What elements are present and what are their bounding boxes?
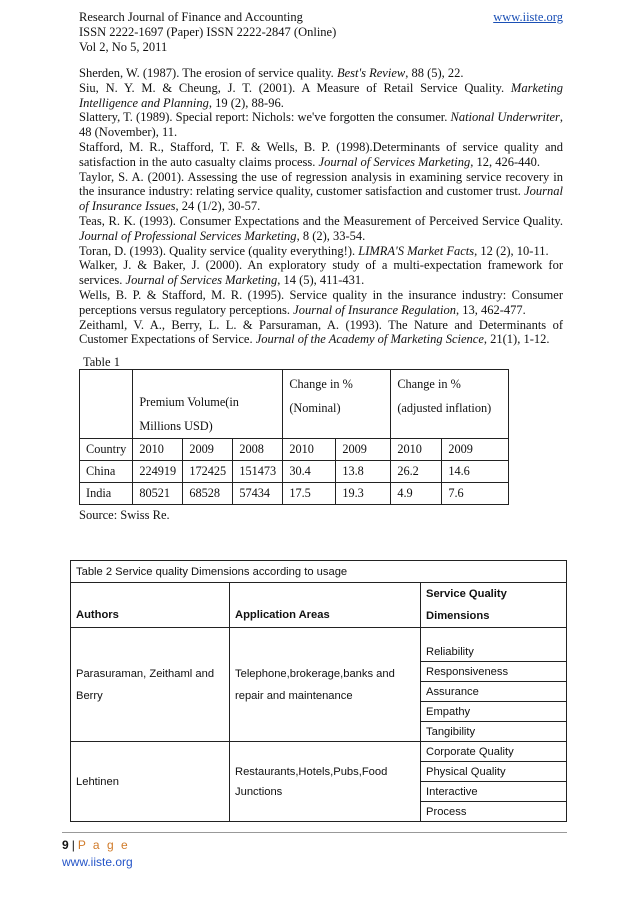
table1-cell: 172425 [183,461,233,483]
table2 [70,560,567,822]
reference-item: Zeithaml, V. A., Berry, L. L. & Parsuraman, A. (1993). The Nature and Determinants of Customer Expectations of Service. Journal of the Academy of Marketing Science, 21(1), 1-12. [79,317,563,347]
table1-cell: 151473 [233,461,283,483]
table1-col-header: 2010 [283,439,336,461]
table1-cell: China [80,461,133,483]
table1-source: Source: Swiss Re. [79,508,170,522]
table1-empty-header [80,370,133,439]
table-row [80,483,509,505]
page-number: 9 | P a g e [62,838,130,852]
references-list [79,66,563,347]
reference-item: Slattery, T. (1989). Special report: Nichols: we've forgotten the consumer. National Underwriter, 48 (November), 11. [79,110,564,140]
table1-cell: India [80,483,133,505]
table2-area: Telephone,brokerage,banks and repair and maintenance [230,628,421,742]
table2-dimension: Tangibility [421,722,567,742]
table1-col-header: 2010 [133,439,183,461]
table2-dimension: Process [421,802,567,822]
table1-cell: 13.8 [336,461,391,483]
table1-nominal-header: Change in %(Nominal) [283,370,391,439]
table1-col-header: 2009 [183,439,233,461]
table1-cell: 57434 [233,483,283,505]
volume-line: Vol 2, No 5, 2011 [79,40,168,54]
table1-cell: 68528 [183,483,233,505]
table2-dimension: Interactive [421,782,567,802]
table1-caption: Table 1 [83,355,120,369]
reference-item: Taylor, S. A. (2001). Assessing the use of regression analysis in examining service recovery in the insurance industry: relating service quality, customer satisfaction and customer trust. Journal of Insurance Issues, 24 (1/2), 30-57. [79,169,563,214]
table2-dimension: Empathy [421,702,567,722]
table-row [71,742,567,762]
issn-line: ISSN 2222-1697 (Paper) ISSN 2222-2847 (Online) [79,25,337,39]
table1-cell: 17.5 [283,483,336,505]
table1-cell: 4.9 [391,483,442,505]
reference-item: Walker, J. & Baker, J. (2000). An exploratory study of a multi-expectation framework for services. Journal of Services Marketing, 14 (5), 411-431. [79,258,563,288]
table2-dimension: Physical Quality [421,762,567,782]
table1-cell: 224919 [133,461,183,483]
table1-cell: 26.2 [391,461,442,483]
table1-col-header: 2008 [233,439,283,461]
running-header [79,10,563,55]
journal-site-link[interactable]: www.iiste.org [493,10,563,24]
table1-col-header: Country [80,439,133,461]
footer-site-link[interactable]: www.iiste.org [62,855,133,869]
table1-cell: 19.3 [336,483,391,505]
table1-column-row [80,439,509,461]
table2-area: Restaurants,Hotels,Pubs,Food Junctions [230,742,421,822]
table1-premium-header: Premium Volume(in Millions USD) [133,370,283,439]
table-row [80,461,509,483]
table2-col-areas: Application Areas [230,583,421,628]
table1-cell: 30.4 [283,461,336,483]
table2-col-dims: Service Quality Dimensions [421,583,567,628]
table2-dimension: Reliability [421,628,567,662]
table2-dimension: Responsiveness [421,662,567,682]
page-footer [62,832,567,871]
table1-adjusted-header: Change in %(adjusted inflation) [391,370,509,439]
table2-dimension: Assurance [421,682,567,702]
table1-col-header: 2009 [336,439,391,461]
table2-author: Parasuraman, Zeithaml and Berry [71,628,230,742]
reference-item: Toran, D. (1993). Quality service (quality everything!). LIMRA'S Market Facts, 12 (2), 10-11. [79,243,549,258]
table-row [71,628,567,662]
reference-item: Stafford, M. R., Stafford, T. F. & Wells, B. P. (1998).Determinants of service quality and satisfaction in the auto casualty claims process. Journal of Services Marketing, 12, 426-440. [79,139,563,169]
reference-item: Sherden, W. (1987). The erosion of service quality. Best's Review, 88 (5), 22. [79,66,464,80]
journal-name: Research Journal of Finance and Accounting [79,10,303,24]
table1-cell: 14.6 [442,461,509,483]
table1-cell: 80521 [133,483,183,505]
table1-cell: 7.6 [442,483,509,505]
table2-col-authors: Authors [71,583,230,628]
table2-dimension: Corporate Quality [421,742,567,762]
table1-col-header: 2010 [391,439,442,461]
reference-item: Wells, B. P. & Stafford, M. R. (1995). Service quality in the insurance industry: Consumer perceptions versus regulatory perceptions. Journal of Insurance Regulation, 13, 462-477. [79,287,563,317]
table1 [79,369,509,505]
reference-item: Teas, R. K. (1993). Consumer Expectations and the Measurement of Perceived Service Quality. Journal of Professional Services Marketing, 8 (2), 33-54. [79,213,563,243]
table2-title: Table 2 Service quality Dimensions according to usage [71,561,567,583]
reference-item: Siu, N. Y. M. & Cheung, J. T. (2001). A Measure of Retail Service Quality. Marketing Intelligence and Planning, 19 (2), 88-96. [79,80,563,110]
table1-col-header: 2009 [442,439,509,461]
table2-author: Lehtinen [71,742,230,822]
